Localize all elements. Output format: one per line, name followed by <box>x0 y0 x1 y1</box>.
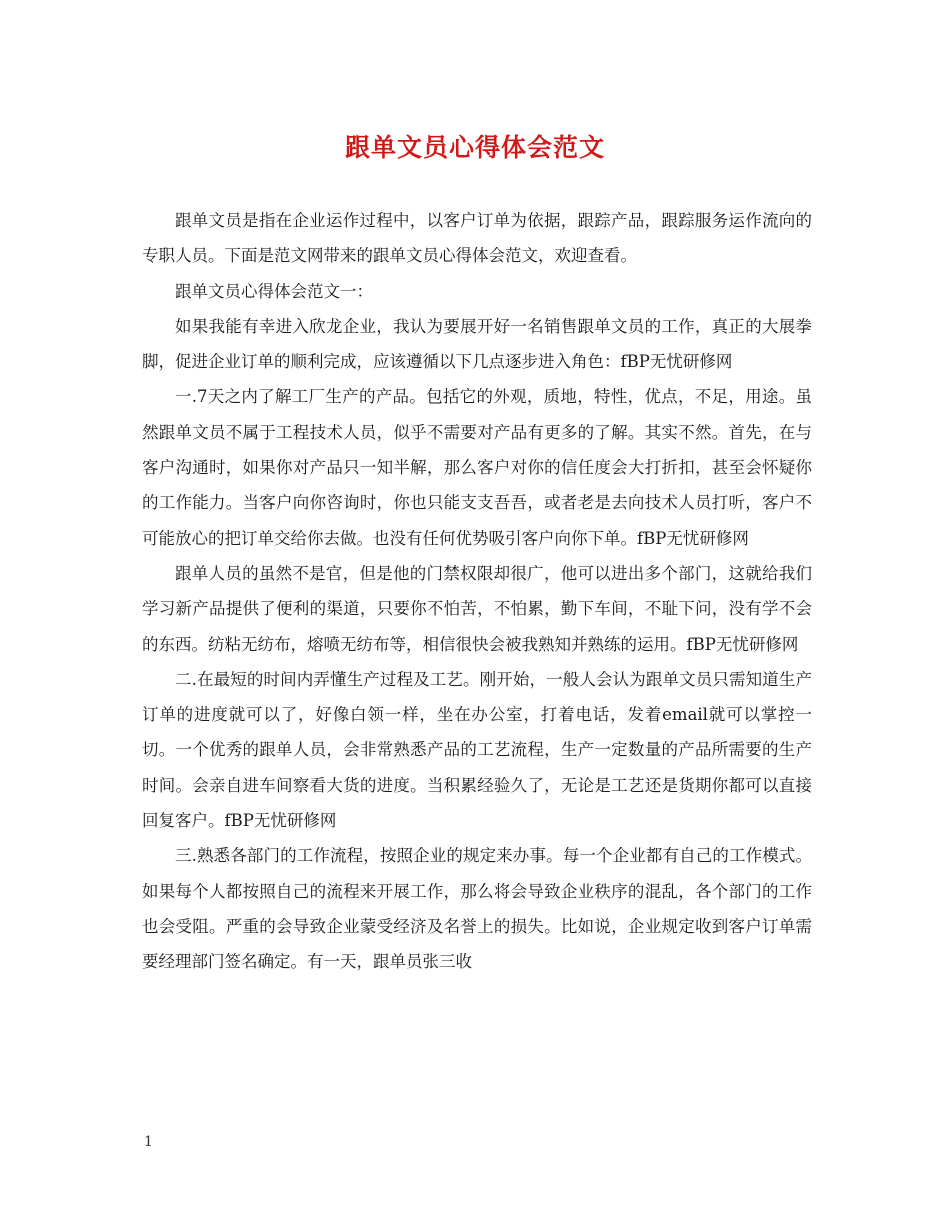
document-title: 跟单文员心得体会范文 <box>344 133 605 162</box>
paragraph-section-heading: 跟单文员心得体会范文一： <box>175 281 373 301</box>
paragraph-4: 二.在最短的时间内弄懂生产过程及工艺。刚开始，一般人会认为跟单文员只需知道生产订单的进度就可以了，好像白领一样，坐在办公室，打着电话，发着email就可以掌控一切。一个优秀的跟单人员，会非常熟悉产品的工艺流程，生产一定数量的产品所需要的生产时间。会亲自进车间察看大货的进度。当积累经验久了，无论是工艺还是货期你都可以直接回复客户。fBP无忧研修网 <box>142 669 812 831</box>
page-number: 1 <box>144 1134 153 1150</box>
paragraph-5: 三.熟悉各部门的工作流程，按照企业的规定来办事。每一个企业都有自己的工作模式。如果每个人都按照自己的流程来开展工作，那么将会导致企业秩序的混乱，各个部门的工作也会受阻。严重的会导致企业蒙受经济及名誉上的损失。比如说，企业规定收到客户订单需要经理部门签名确定。有一天，跟单员张三收 <box>142 846 812 972</box>
paragraph-2: 一.7天之内了解工厂生产的产品。包括它的外观，质地，特性，优点，不足，用途。虽然跟单文员不属于工程技术人员，似乎不需要对产品有更多的了解。其实不然。首先，在与客户沟通时，如果你对产品只一知半解，那么客户对你的信任度会大打折扣，甚至会怀疑你的工作能力。当客户向你咨询时，你也只能支支吾吾，或者老是去向技术人员打听，客户不可能放心的把订单交给你去做。也没有任何优势吸引客户向你下单。fBP无忧研修网 <box>142 387 812 548</box>
document-body <box>142 203 812 980</box>
paragraph-intro: 跟单文员是指在企业运作过程中，以客户订单为依据，跟踪产品，跟踪服务运作流向的专职人员。下面是范文网带来的跟单文员心得体会范文，欢迎查看。 <box>142 211 812 266</box>
paragraph-1: 如果我能有幸进入欣龙企业，我认为要展开好一名销售跟单文员的工作，真正的大展拳脚，促进企业订单的顺利完成，应该遵循以下几点逐步进入角色：fBP无忧研修网 <box>142 316 812 372</box>
paragraph-3: 跟单人员的虽然不是官，但是他的门禁权限却很广，他可以进出多个部门，这就给我们学习新产品提供了便利的渠道，只要你不怕苦，不怕累，勤下车间，不耻下问，没有学不会的东西。纺粘无纺布，熔喷无纺布等，相信很快会被我熟知并熟练的运用。fBP无忧研修网 <box>142 563 812 654</box>
